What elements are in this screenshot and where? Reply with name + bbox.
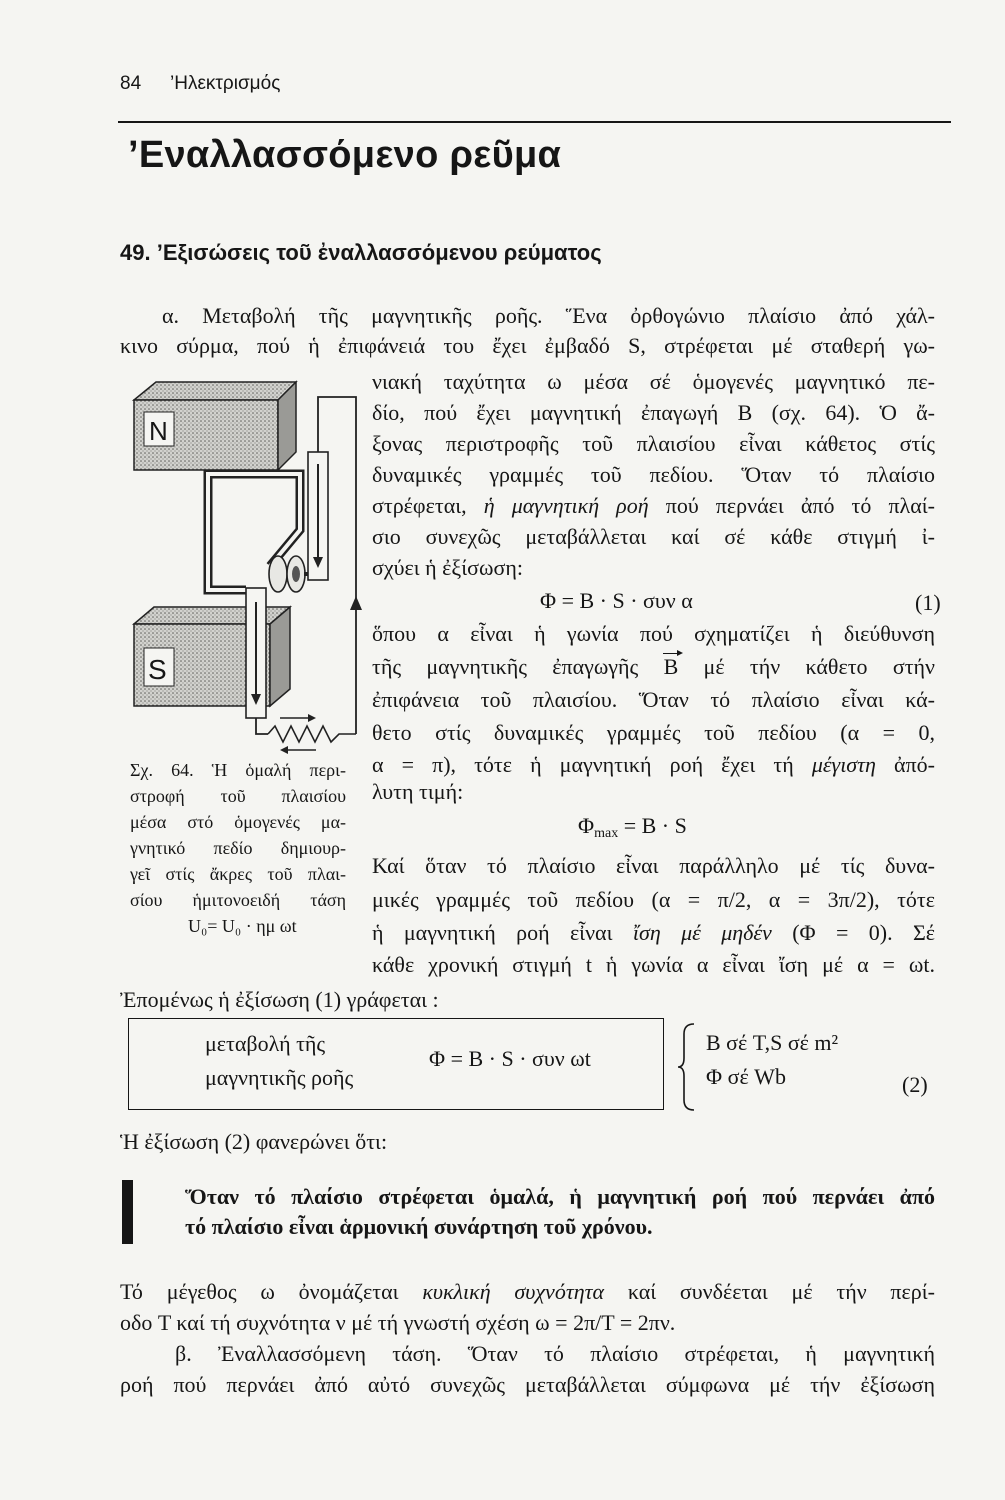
text-run: ἀπό- <box>875 752 935 777</box>
italic-term: κυκλική συχνότητα <box>422 1279 605 1304</box>
paragraph-line: μικές γραμμές τοῦ πεδίου (α = π/2, α = 3π/2), τότε <box>372 887 935 912</box>
paragraph-line <box>372 491 935 521</box>
section-heading <box>120 236 602 270</box>
text-run: τῆς μαγνητικῆς ἐπαγωγῆς <box>372 654 664 679</box>
paragraph-line: λυτη τιμή: <box>372 779 464 804</box>
equation-2: Φ = B · S · συν ωt <box>429 1046 591 1071</box>
italic-term: μέγιστη <box>811 752 876 777</box>
highlight-line: τό πλαίσιο εἶναι ἁρμονική συνάρτηση τοῦ χρόνου. <box>185 1214 653 1239</box>
figure-caption-line: γεῖ στίς ἄκρες τοῦ πλαι- <box>130 864 346 884</box>
paragraph-line <box>372 652 935 682</box>
page-number: 84 <box>120 73 142 94</box>
text-run: μέ τήν κάθετο στήν <box>678 654 935 679</box>
italic-term: ἡ μαγνητική ροή <box>483 493 649 518</box>
figure-caption-line: στροφή τοῦ πλαισίου <box>130 786 346 806</box>
paragraph-line: δίο, πού ἔχει μαγνητική ἐπαγωγή B (σχ. 64). Ὁ ἄ- <box>372 400 936 425</box>
vector-b-symbol: B <box>664 652 679 682</box>
paragraph-line: θετο στίς δυναμικές γραμμές τοῦ πεδίου (α = 0, <box>372 720 935 745</box>
paragraph-line <box>372 918 935 948</box>
paragraph-line: β. Ἐναλλασσόμενη τάση. Ὅταν τό πλαίσιο στρέφεται, ἡ μαγνητική <box>175 1341 935 1366</box>
phi-symbol: Φ <box>578 813 595 838</box>
paragraph-line: σχύει ἡ ἐξίσωση: <box>372 555 523 580</box>
paragraph-line <box>372 750 935 780</box>
equation-1-number: (1) <box>915 590 941 615</box>
chapter-title: ’Εναλλασσόμενο ρεῦμα <box>128 134 562 176</box>
paragraph-line: ροή πού περνάει ἀπό αὐτό συνεχῶς μεταβάλλεται σύμφωνα μέ τήν ἐξίσωση <box>120 1372 935 1397</box>
load-resistor <box>268 726 356 742</box>
figure-caption-line: γνητικό πεδίο δημιουρ- <box>130 838 346 858</box>
italic-term: ἴση μέ μηδέν <box>632 920 772 945</box>
paragraph-line <box>120 1277 935 1307</box>
section-title: ’Εξισώσεις τοῦ ἐναλλασσόμενου ρεύματος <box>156 240 602 265</box>
equation-2-box <box>128 1018 664 1110</box>
paragraph-line: οδο T καί τή συχνότητα ν μέ τή γνωστή σχέση ω = 2π/T = 2πν. <box>120 1310 676 1335</box>
paragraph-line: νιακή ταχύτητα ω μέσα σέ ὁμογενές μαγνητικό πε- <box>372 369 935 394</box>
figure-caption-line: μέσα στό ὁμογενές μα- <box>130 812 346 832</box>
header-rule <box>118 121 951 123</box>
figure-64-generator-diagram <box>128 352 368 756</box>
text-run: Τό μέγεθος ω ὀνομάζεται <box>120 1279 423 1304</box>
paragraph-line: ὅπου α εἶναι ἡ γωνία πού σχηματίζει ἡ διεύθυνση <box>372 621 935 646</box>
equation-rhs: = B · S <box>618 813 687 838</box>
paragraph-line: δυναμικές γραμμές τοῦ πεδίου. Ὅταν τό πλαίσιο <box>372 462 935 487</box>
paragraph-line: Ἡ ἐξίσωση (2) φανερώνει ὅτι: <box>120 1129 388 1154</box>
running-title: ’Ηλεκτρισμός <box>170 73 281 94</box>
units-line: Φ σέ Wb <box>706 1064 786 1089</box>
paragraph-line: ξονας περιστροφῆς τοῦ πλαισίου εἶναι κάθετος στίς <box>372 431 935 456</box>
paragraph-line: κάθε χρονική στιγμή t ἡ γωνία α εἶναι ἴση μέ α = ωt. <box>372 952 935 977</box>
figure-caption-line: σίου ἡμιτονοειδή τάση <box>130 890 346 910</box>
figure-caption-line: Σχ. 64. Ἡ ὁμαλή περι- <box>130 760 346 780</box>
equation-phi-max <box>578 811 687 849</box>
units-line: B σέ T,S σέ m² <box>706 1030 839 1055</box>
text-run: (Φ = 0). Σέ <box>771 920 935 945</box>
section-number: 49. <box>120 240 151 265</box>
paragraph-line: σιο συνεχῶς μεταβάλλεται καί σέ κάθε στιγμή ἰ- <box>372 524 935 549</box>
text-run: πού περνάει ἀπό τό πλαί- <box>648 493 935 518</box>
south-pole-label: S <box>148 654 167 685</box>
paragraph-line: ἐπιφάνεια τοῦ πλαισίου. Ὅταν τό πλαίσιο εἶναι κά- <box>372 687 935 712</box>
text-run: α = π), τότε ἡ μαγνητική ροή ἔχει τή <box>372 752 812 777</box>
curly-brace <box>676 1022 700 1112</box>
paragraph-line: κινο σύρμα, πού ἡ ἐπιφάνειά του ἔχει ἐμβαδό S, στρέφεται μέ σταθερή γω- <box>120 333 935 358</box>
paragraph-line: α. Μεταβολή τῆς μαγνητικῆς ροῆς. Ἕνα ὀρθογώνιο πλαίσιο ἀπό χάλ- <box>162 303 935 328</box>
equation-2-label: μεταβολή τῆς <box>205 1031 326 1056</box>
highlight-bar <box>122 1180 133 1244</box>
north-pole-label: N <box>149 416 168 446</box>
max-subscript: max <box>594 826 619 841</box>
highlight-line: Ὅταν τό πλαίσιο στρέφεται ὁμαλά, ἡ μαγνητική ροή πού περνάει ἀπό <box>185 1184 935 1209</box>
paragraph-line: Ἐπομένως ἡ ἐξίσωση (1) γράφεται : <box>120 987 439 1012</box>
paragraph-line: Καί ὅταν τό πλαίσιο εἶναι παράλληλο μέ τίς δυνα- <box>372 853 935 878</box>
text-run: καί συνδέεται μέ τήν περί- <box>604 1279 935 1304</box>
text-run: ἡ μαγνητική ροή εἶναι <box>372 920 633 945</box>
equation-1: Φ = B · S · συν α <box>540 588 693 613</box>
equation-2-label: μαγνητικῆς ροῆς <box>205 1065 354 1090</box>
text-run: στρέφεται, <box>372 493 484 518</box>
brush-lower <box>246 588 266 718</box>
equation-2-number: (2) <box>902 1072 928 1097</box>
figure-caption-formula: U₀= U₀ · ημ ωt <box>188 916 297 936</box>
brush-upper <box>308 452 328 580</box>
